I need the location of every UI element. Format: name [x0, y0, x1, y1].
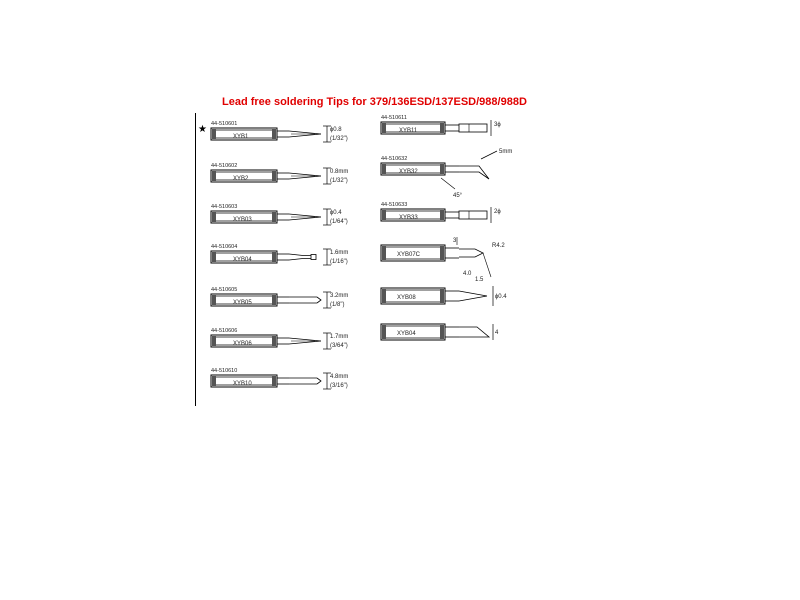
- left-tip-5-tip-end: [317, 297, 321, 303]
- left-tip-4-model-label: XYB04: [233, 257, 252, 263]
- left-tip-7-dim-secondary: (3/16"): [330, 383, 348, 389]
- left-tip-1-dim-secondary: (1/32"): [330, 136, 348, 142]
- left-tip-6-model-label: XYB06: [233, 341, 252, 347]
- right-tip-5-dim-primary: ɸ0.4: [495, 294, 507, 300]
- left-tip-7-cap-left: [212, 376, 216, 386]
- right-tip-1-tip-block: [459, 124, 487, 132]
- right-tip-6-model-label: XYB04: [397, 331, 416, 337]
- left-tip-6-tip-lower: [289, 341, 321, 344]
- right-tip-4-cap-right: [440, 246, 444, 260]
- right-tip-3-cap-right: [440, 210, 444, 220]
- left-tip-4-cap-left: [212, 252, 216, 262]
- right-tip-3-model-label: XYB33: [399, 215, 418, 221]
- right-tip-6-dim-primary: 4: [495, 330, 499, 336]
- left-tip-4-tip-end: [311, 255, 316, 260]
- right-tip-2-tip-shape: [459, 166, 489, 179]
- right-tip-1-dim-primary: 3ɸ: [494, 122, 501, 128]
- left-tip-3-tip-upper: [289, 214, 321, 217]
- left-tip-5-dim-secondary: (1/8"): [330, 302, 345, 308]
- right-tip-4-cap-left: [382, 246, 386, 260]
- left-tip-1-cap-left: [212, 129, 216, 139]
- left-tip-5-cap-left: [212, 295, 216, 305]
- right-tip-4-dim-tertiary: 4.0: [463, 271, 472, 277]
- right-tip-6-cap-left: [382, 325, 386, 339]
- left-tip-2-tip-upper: [289, 173, 321, 176]
- left-tip-1-model-label: XYB1: [233, 134, 249, 140]
- left-tip-3-part-number: 44-510603: [211, 204, 238, 210]
- star-marker-icon: ★: [198, 124, 207, 135]
- left-tip-3-tip-lower: [289, 217, 321, 220]
- right-tip-6-tip-shape: [459, 327, 489, 337]
- right-tip-2-part-number: 44-510632: [381, 156, 408, 162]
- left-tip-6-dim-primary: 1.7mm: [330, 334, 349, 340]
- right-tip-3-cap-left: [382, 210, 386, 220]
- right-tip-5-model-label: XYB08: [397, 295, 416, 301]
- left-tip-7-part-number: 44-510610: [211, 368, 238, 374]
- right-tip-5-cap-right: [440, 289, 444, 303]
- left-tip-5-part-number: 44-510605: [211, 287, 238, 293]
- left-tip-2-part-number: 44-510602: [211, 163, 238, 169]
- left-tip-6-dim-secondary: (3/64"): [330, 343, 348, 349]
- right-tip-2-dim-primary: 5mm: [499, 149, 513, 155]
- left-tip-6-part-number: 44-510606: [211, 328, 238, 334]
- left-tip-4-dim-secondary: (1/16"): [330, 259, 348, 265]
- left-tip-5-cap-right: [272, 295, 276, 305]
- left-tip-2-cap-left: [212, 171, 216, 181]
- left-tip-6-cap-left: [212, 336, 216, 346]
- left-tip-4-part-number: 44-510604: [211, 244, 238, 250]
- right-tip-2-angle-label: 45°: [453, 193, 463, 199]
- right-tip-1-cap-left: [382, 123, 386, 133]
- left-tip-2-model-label: XYB2: [233, 176, 249, 182]
- left-tip-3-cap-right: [272, 212, 276, 222]
- right-tip-4-dim-secondary: 3: [453, 238, 457, 244]
- right-tip-5-tip-upper: [459, 291, 487, 296]
- left-tip-7-tip-end: [317, 378, 321, 384]
- right-tip-3-tip-block: [459, 211, 487, 219]
- left-tip-3-dim-secondary: (1/64"): [330, 219, 348, 225]
- right-tip-4-tip-shape: [459, 249, 483, 257]
- right-tip-2-angle-line: [441, 178, 455, 189]
- right-tip-3-dim-primary: 2ɸ: [494, 209, 501, 215]
- left-tip-4-dim-primary: 1.6mm: [330, 250, 349, 256]
- right-tip-2-dim-line: [481, 151, 497, 159]
- left-tip-6-cap-right: [272, 336, 276, 346]
- left-tip-3-model-label: XYB03: [233, 217, 252, 223]
- right-tip-1-cap-right: [440, 123, 444, 133]
- right-tip-4-dim-primary: R4.2: [492, 243, 505, 249]
- left-tip-5-model-label: XYB05: [233, 300, 252, 306]
- left-tip-1-part-number: 44-510601: [211, 121, 238, 127]
- right-tip-4-model-label: XYB07C: [397, 252, 421, 258]
- left-tip-2-dim-primary: 0.8mm: [330, 169, 349, 175]
- right-tip-1-model-label: XYB11: [399, 128, 418, 134]
- page-title: Lead free soldering Tips for 379/136ESD/137ESD/988/988D: [222, 96, 527, 108]
- right-tip-1-part-number: 44-510611: [381, 115, 407, 121]
- right-tip-4-dim-quaternary: 1.5: [475, 277, 484, 283]
- left-tip-3-cap-left: [212, 212, 216, 222]
- right-tip-2-model-label: XYB32: [399, 169, 418, 175]
- right-tip-2-cap-right: [440, 164, 444, 174]
- left-tip-7-cap-right: [272, 376, 276, 386]
- left-tip-2-tip-lower: [289, 176, 321, 179]
- left-tip-4-cap-right: [272, 252, 276, 262]
- right-tip-5-cap-left: [382, 289, 386, 303]
- left-tip-2-cap-right: [272, 171, 276, 181]
- left-tip-1-tip-lower: [289, 134, 321, 137]
- left-tip-1-dim-primary: ɸ0.8: [330, 127, 342, 133]
- left-tip-1-cap-right: [272, 129, 276, 139]
- right-tip-5-tip-lower: [459, 296, 487, 301]
- right-tip-2-cap-left: [382, 164, 386, 174]
- left-tip-5-dim-primary: 3.2mm: [330, 293, 349, 299]
- right-tip-3-part-number: 44-510633: [381, 202, 408, 208]
- left-tip-2-dim-secondary: (1/32"): [330, 178, 348, 184]
- right-tip-6-cap-right: [440, 325, 444, 339]
- left-tip-7-dim-primary: 4.8mm: [330, 374, 349, 380]
- left-tip-3-dim-primary: ɸ0.4: [330, 210, 342, 216]
- right-tip-4-dim-leader: [483, 253, 491, 277]
- left-tip-6-tip-upper: [289, 338, 321, 341]
- left-tip-7-model-label: XYB10: [233, 381, 252, 387]
- left-tip-1-tip-upper: [289, 131, 321, 134]
